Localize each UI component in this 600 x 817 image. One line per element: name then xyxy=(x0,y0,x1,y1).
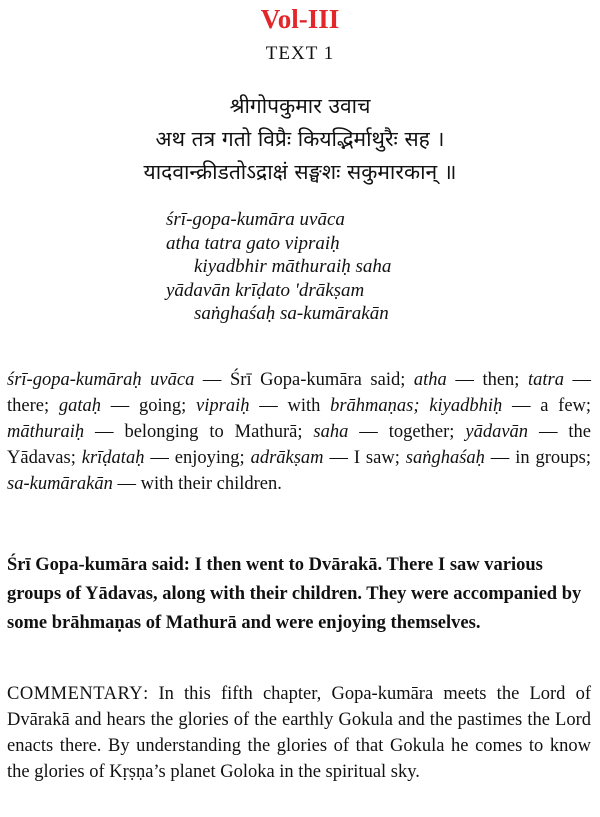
devanagari-line: यादवान्क्रीडतोऽद्राक्षं सङ्घशः सकुमारकान् ॥ xyxy=(143,160,457,184)
text-number: TEXT 1 xyxy=(265,43,335,64)
commentary-text: In this fifth chapter, Gopa-kumāra meets the Lord of Dvārakā and hears the glories of the earthly Gokula and the pastimes the Lord enacts there. By understanding the glories of that Gokula he comes to know the glories of Kṛṣṇa’s planet Goloka in the spiritual sky. xyxy=(7,684,592,782)
volume-heading: Vol-III xyxy=(260,4,340,34)
verse-transliteration xyxy=(166,208,466,326)
synonym-meaning: I saw; xyxy=(353,448,400,468)
devanagari-line: अथ तत्र गतो विप्रैः कियद्भिर्माथुरैः सह । xyxy=(155,127,445,151)
synonym-term: saha xyxy=(313,422,349,442)
synonym-meaning: together; xyxy=(388,422,455,442)
transliteration-line: yādavān krīḍato 'drākṣam xyxy=(166,279,365,301)
synonyms-paragraph: śrī-gopa-kumāraḥ uvāca — Śrī Gopa-kumāra said; atha — then; tatra — there; gataḥ — going; vipraiḥ — with brāhmaṇas; kiyadbhiḥ — a few; māthuraiḥ — belonging to Mathurā; saha — together; yādavān — the Yādavas; krīḍataḥ — enjoying; adrākṣam — I saw; saṅghaśaḥ — in groups; sa-kumārakān — with their children. xyxy=(7,370,592,494)
translation-paragraph: Śrī Gopa-kumāra said: I then went to Dvārakā. There I saw various groups of Yādavas, along with their children. They were accompanied by some brāhmaṇas of Mathurā and were enjoying themselves. xyxy=(7,555,582,633)
synonym-term: vipraiḥ xyxy=(196,396,250,416)
synonym-term: gataḥ xyxy=(58,396,102,416)
synonym-term: krīḍataḥ xyxy=(81,448,145,468)
synonym-term: māthuraiḥ xyxy=(7,422,85,442)
synonym-meaning: enjoying; xyxy=(174,448,245,468)
synonym-meaning: then; xyxy=(482,370,520,390)
synonym-term: kiyadbhiḥ xyxy=(429,396,503,416)
synonym-meaning: the Yādavas; xyxy=(7,422,592,468)
verse-devanagari xyxy=(0,90,600,189)
transliteration-line: śrī-gopa-kumāra uvāca xyxy=(166,209,345,230)
synonym-meaning: with their children. xyxy=(140,474,282,494)
commentary-paragraph: COMMENTARY: In this fifth chapter, Gopa-kumāra meets the Lord of Dvārakā and hears the glories of the earthly Gokula and the pastimes the Lord enacts there. By understanding the glories of that Gokula he comes to know the glories of Kṛṣṇa’s planet Goloka in the spiritual sky. xyxy=(7,684,592,782)
devanagari-line: श्रीगोपकुमार उवाच xyxy=(229,94,371,118)
synonym-term: adrākṣam xyxy=(250,448,324,468)
synonym-term: tatra xyxy=(528,370,564,390)
transliteration-line: kiyadbhir māthuraiḥ saha xyxy=(194,256,392,277)
synonym-meaning: going; xyxy=(139,396,187,416)
transliteration-line: atha tatra gato vipraiḥ xyxy=(166,232,340,254)
synonym-term: atha xyxy=(413,370,447,390)
transliteration-line: saṅghaśaḥ sa-kumārakān xyxy=(194,303,389,324)
synonym-term: śrī-gopa-kumāraḥ uvāca xyxy=(7,370,195,390)
synonym-meaning: in groups; xyxy=(515,448,592,468)
synonym-term: yādavān xyxy=(465,422,529,442)
synonym-term: saṅghaśaḥ xyxy=(405,448,485,468)
synonym-meaning: a few; xyxy=(540,396,592,416)
synonym-meaning: Śrī Gopa-kumāra said; xyxy=(230,370,406,390)
synonym-meaning: there; xyxy=(7,396,50,416)
synonym-term: brāhmaṇas; xyxy=(330,396,420,416)
synonym-meaning: with xyxy=(287,396,321,416)
commentary-label: COMMENTARY xyxy=(7,684,144,704)
synonym-term: sa-kumārakān xyxy=(7,474,113,494)
synonym-meaning: belonging to Mathurā; xyxy=(124,422,303,442)
